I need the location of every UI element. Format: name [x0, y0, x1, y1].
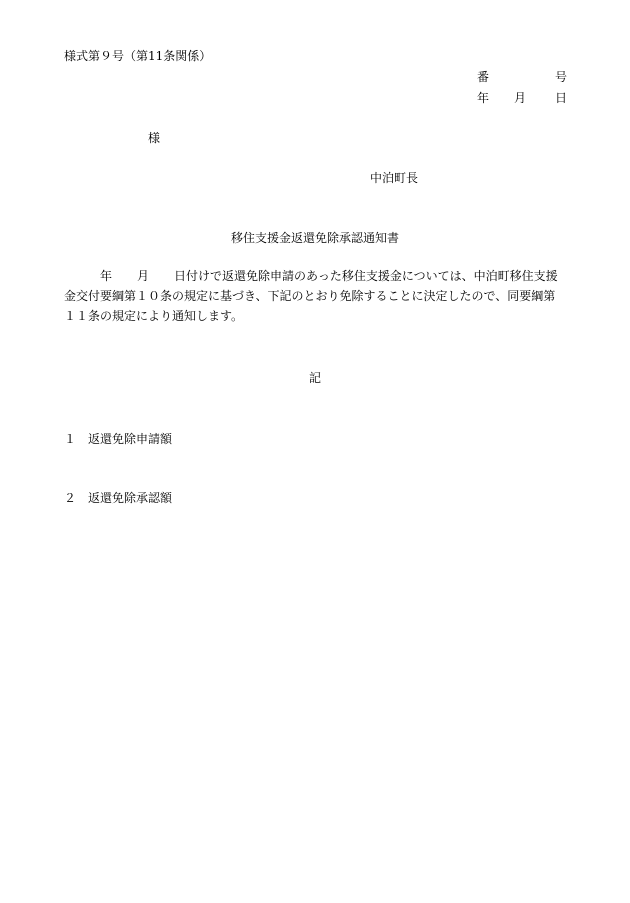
- item-exemption-approved: [64, 492, 172, 504]
- item-label: 返還免除承認額: [88, 491, 173, 505]
- issue-date-day: 日: [554, 91, 567, 105]
- body-line-3: １１条の規定により通知します。: [64, 309, 244, 323]
- body-line-1: [64, 266, 570, 286]
- reference-number-label: 番: [477, 70, 490, 84]
- form-label: 様式第９号（第11条関係）: [64, 49, 212, 63]
- item-number: １: [64, 432, 77, 446]
- issue-date-year: 年: [477, 91, 490, 105]
- body-line-2: 金交付要綱第１０条の規定に基づき、下記のとおり免除することに決定したので、同要綱第: [64, 289, 556, 303]
- body-month: 月: [137, 269, 150, 283]
- item-label: 返還免除申請額: [88, 432, 173, 446]
- body-year: 年: [100, 269, 113, 283]
- sender: 中泊町長: [370, 171, 419, 185]
- body-text: [64, 266, 570, 326]
- body-line-1-text: 日付けで返還免除申請のあった移住支援金については、中泊町移住支援: [174, 269, 558, 283]
- document-title: 移住支援金返還免除承認通知書: [230, 231, 399, 245]
- reference-number-suffix: 号: [554, 70, 567, 84]
- ki-heading: 記: [308, 371, 321, 385]
- issue-date-month: 月: [514, 91, 527, 105]
- addressee: 様: [148, 131, 161, 145]
- item-exemption-requested: [64, 433, 172, 445]
- item-number: ２: [64, 491, 77, 505]
